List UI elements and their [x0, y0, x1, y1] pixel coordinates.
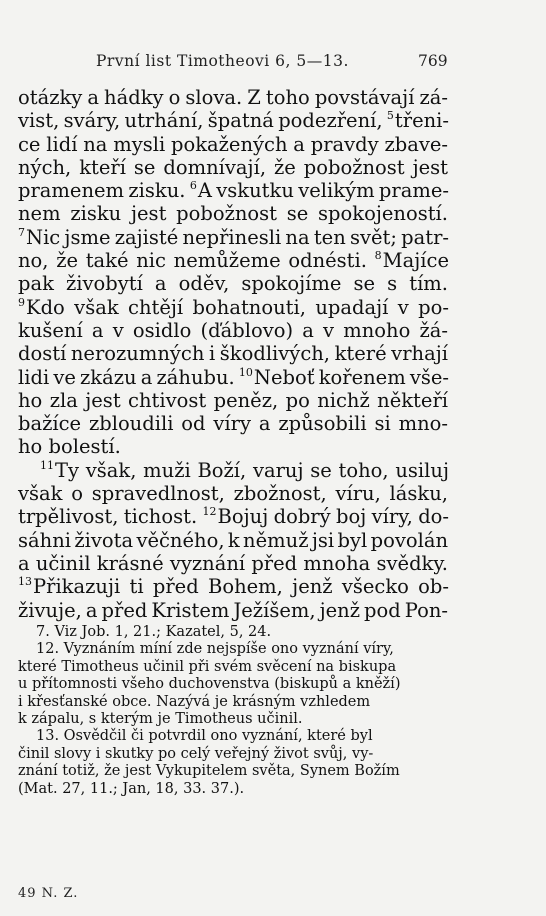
verse-number: 5: [386, 109, 394, 123]
footnote-line: které Timotheus učinil při svém svěcení na biskupa: [18, 658, 397, 675]
text-span: Neboť kořenem vše-: [253, 365, 449, 389]
text-line: [18, 109, 448, 132]
footnote-line: 7. Viz Job. 1, 21.; Kazatel, 5, 24.: [36, 624, 272, 640]
verse-number: 12: [202, 505, 217, 519]
text-span: bažíce zbloudili od víry a způsobili si mno-: [18, 412, 448, 436]
text-span: trpělivost, tichost.: [18, 505, 203, 529]
text-span: ce lidí na mysli pokažených a pravdy zbave-: [18, 132, 448, 156]
footnote-line: u přítomnosti všeho duchovenstva (biskupů a kněží): [18, 676, 401, 693]
text-span: ho zla jest chtivost peněz, po nichž někteří: [18, 388, 448, 412]
text-span: živuje, a před Kristem Ježíšem, jenž pod Pon-: [18, 598, 448, 622]
verse-number: 11: [40, 458, 54, 472]
text-span: otázky a hádky o slova. Z toho povstávají zá-: [18, 86, 448, 109]
text-line: [18, 552, 448, 575]
text-line: [18, 505, 448, 528]
text-span: Bojuj dobrý boj víry, do-: [217, 505, 449, 529]
text-span: lidi ve zkázu a záhubu.: [18, 365, 239, 389]
verse-number: 13: [18, 575, 32, 589]
text-span: vist, sváry, utrhání, špatná podezření,: [18, 109, 387, 133]
text-line: [18, 319, 448, 342]
text-line: [18, 342, 448, 365]
text-span: Majíce: [382, 249, 449, 273]
text-line: [18, 249, 448, 272]
footnotes: [18, 624, 448, 798]
text-line: [18, 412, 448, 435]
footnote-line: 13. Osvědčil či potvrdil ono vyznání, které byl: [36, 728, 373, 745]
text-span: však o spravedlnost, zbožnost, víru, lásku,: [18, 482, 448, 506]
running-head: První list Timotheovi 6, 5—13.: [96, 52, 349, 70]
text-line: [18, 202, 448, 225]
footnote-line: k zápalu, s kterým je Timotheus učinil.: [18, 710, 303, 727]
text-span: ných, kteří se domnívají, že pobožnost jest: [18, 155, 448, 179]
text-span: třeni-: [394, 109, 449, 133]
footnote-line: i křesťanské obce. Nazývá je krásným vzhledem: [18, 693, 371, 710]
footnote-line: 12. Vyznáním míní zde nejspíše ono vyznání víry,: [36, 641, 394, 658]
text-line: [18, 86, 448, 109]
text-span: dostí nerozumných i škodlivých, které vrhají: [18, 342, 448, 366]
verse-number: 6: [189, 179, 197, 193]
text-line: [18, 133, 448, 156]
page-number: 769: [418, 52, 448, 70]
text-span: Přikazuji ti před Bohem, jenž všecko ob-: [33, 575, 449, 599]
text-span: pramenem zisku.: [18, 179, 190, 203]
verse-number: 9: [18, 295, 25, 309]
text-span: Kdo však chtějí bohatnouti, upadají v po-: [26, 295, 449, 319]
verse-number: 10: [238, 365, 253, 379]
text-line: [18, 272, 448, 295]
verse-number: 7: [18, 225, 25, 239]
text-line: [18, 459, 448, 482]
text-line: [18, 482, 448, 505]
text-span: pak živobytí a oděv, spokojíme se s tím.: [18, 272, 448, 296]
text-span: Nic jsme zajisté nepřinesli na ten svět; patr-: [26, 225, 450, 249]
footnote-line: (Mat. 27, 11.; Jan, 18, 33. 37.).: [18, 780, 245, 797]
footnote-line: znání totiž, že jest Vykupitelem světa, Synem Božím: [18, 763, 400, 780]
text-span: no, že také nic nemůžeme odnésti.: [18, 249, 375, 273]
text-span: ho bolestí.: [18, 435, 121, 459]
text-span: A vskutku velikým prame-: [197, 179, 449, 203]
signature-mark: 49 N. Z.: [18, 886, 79, 901]
text-span: a učinil krásné vyznání před mnoha svědky.: [18, 551, 448, 575]
text-span: nem zisku jest pobožnost se spokojeností.: [18, 202, 448, 226]
text-line: [18, 435, 448, 458]
text-span: kušení a v osidlo (ďáblovo) a v mnoho žá-: [18, 318, 448, 342]
footnote-line: činil slovy i skutky po celý veřejný život svůj, vy-: [18, 745, 374, 762]
text-span: Ty však, muži Boží, varuj se toho, usiluj: [55, 458, 449, 482]
text-line: [18, 575, 448, 598]
text-line: [18, 389, 448, 412]
body-text: [18, 86, 448, 622]
text-line: [18, 156, 448, 179]
text-line: [18, 366, 448, 389]
text-line: [18, 529, 448, 552]
verse-number: 8: [374, 249, 382, 263]
text-line: [18, 179, 448, 202]
text-line: [18, 296, 448, 319]
text-span: sáhni života věčného, k němuž jsi byl povolán: [18, 528, 448, 552]
text-line: [18, 599, 448, 622]
text-line: [18, 226, 448, 249]
